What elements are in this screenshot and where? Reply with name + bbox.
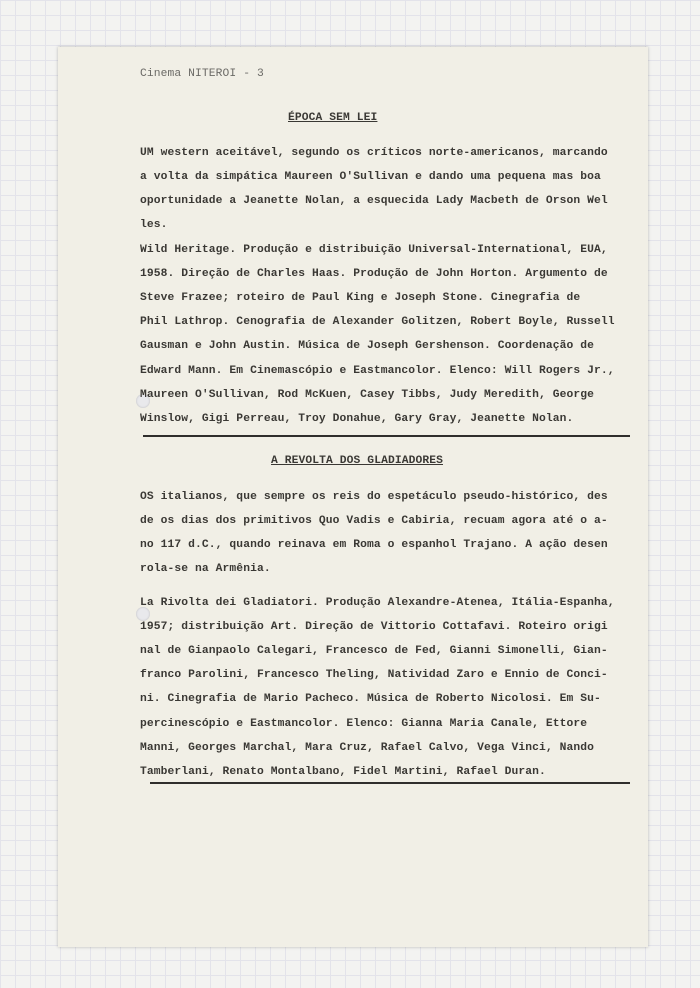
- credits-line: Edward Mann. Em Cinemascópio e Eastmancolor. Elenco: Will Rogers Jr.,: [140, 364, 615, 377]
- typewritten-page: [58, 47, 648, 947]
- credits-line: Phil Lathrop. Cenografia de Alexander Golitzen, Robert Boyle, Russell: [140, 316, 615, 329]
- credits-line: Manni, Georges Marchal, Mara Cruz, Rafael Calvo, Vega Vinci, Nando: [140, 741, 595, 754]
- review-line: de os dias dos primitivos Quo Vadis e Cabiria, recuam agora até o a-: [140, 515, 608, 528]
- credits-line: 1957; distribuição Art. Direção de Vittorio Cottafavi. Roteiro origi: [140, 621, 608, 634]
- review-line: no 117 d.C., quando reinava em Roma o espanhol Trajano. A ação desen: [140, 539, 608, 552]
- film-title: A REVOLTA DOS GLADIADORES: [271, 455, 443, 467]
- page-header: Cinema NITEROI - 3: [140, 68, 264, 80]
- credits-line: ni. Cinegrafia de Mario Pacheco. Música de Roberto Nicolosi. Em Su-: [140, 693, 601, 706]
- punch-hole: [136, 607, 150, 621]
- credits-line: 1958. Direção de Charles Haas. Produção de John Horton. Argumento de: [140, 268, 608, 281]
- film-title: ÉPOCA SEM LEI: [288, 112, 378, 124]
- credits-line: Maureen O'Sullivan, Rod McKuen, Casey Tibbs, Judy Meredith, George: [140, 388, 595, 401]
- credits-line: franco Parolini, Francesco Theling, Natividad Zaro e Ennio de Conci-: [140, 669, 608, 682]
- review-line: rola-se na Armênia.: [140, 563, 271, 576]
- credits-line: Steve Frazee; roteiro de Paul King e Joseph Stone. Cinegrafia de: [140, 292, 581, 305]
- review-line: oportunidade a Jeanette Nolan, a esquecida Lady Macbeth de Orson Wel: [140, 195, 608, 208]
- credits-line: Gausman e John Austin. Música de Joseph Gershenson. Coordenação de: [140, 340, 595, 353]
- section-divider-rule: [150, 782, 630, 784]
- credits-line: Winslow, Gigi Perreau, Troy Donahue, Gary Gray, Jeanette Nolan.: [140, 412, 574, 425]
- review-line: OS italianos, que sempre os reis do espetáculo pseudo-histórico, des: [140, 491, 608, 503]
- review-line: UM western aceitável, segundo os críticos norte-americanos, marcando: [140, 147, 608, 159]
- section-divider-rule: [143, 435, 630, 437]
- review-line: les.: [140, 219, 168, 232]
- review-line: a volta da simpática Maureen O'Sullivan e dando uma pequena mas boa: [140, 171, 601, 184]
- credits-line: Wild Heritage. Produção e distribuição Universal-International, EUA,: [140, 244, 608, 256]
- credits-line: nal de Gianpaolo Calegari, Francesco de Fed, Gianni Simonelli, Gian-: [140, 645, 608, 658]
- credits-line: percinescópio e Eastmancolor. Elenco: Gianna Maria Canale, Ettore: [140, 717, 588, 730]
- credits-line: La Rivolta dei Gladiatori. Produção Alexandre-Atenea, Itália-Espanha,: [140, 597, 615, 609]
- credits-line: Tamberlani, Renato Montalbano, Fidel Martini, Rafael Duran.: [140, 765, 546, 778]
